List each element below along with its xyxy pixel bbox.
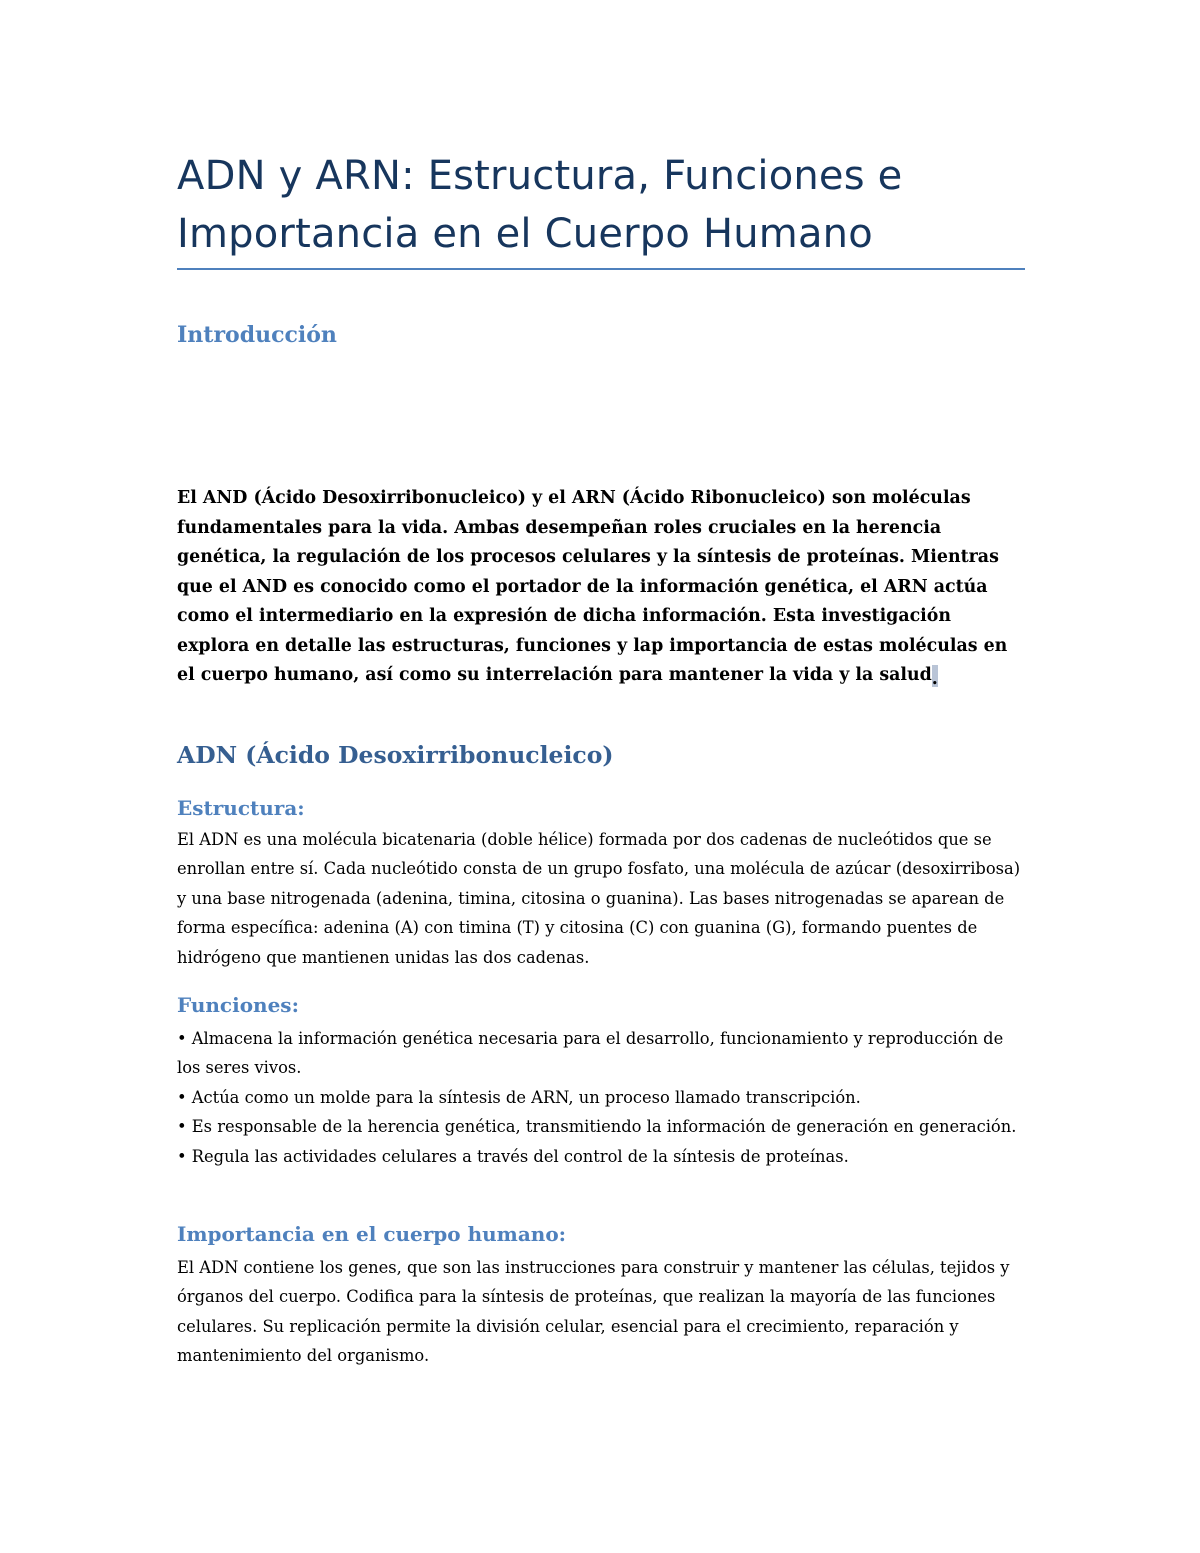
importancia-paragraph: El ADN contiene los genes, que son las instrucciones para construir y mantener las células, tejidos y órganos del cuerpo. Codifica para la síntesis de proteínas, que realizan la mayoría de las funciones celulares. Su replicación permite la división celular, esencial para el crecimiento, reparación y mantenimiento del organismo.: [177, 1258, 1010, 1366]
intro-paragraph-text: El AND (Ácido Desoxirribonucleico) y el ARN (Ácido Ribonucleico) son moléculas fundamentales para la vida. Ambas desempeñan roles cruciales en la herencia genética, la regulación de los procesos celulares y la síntesis de proteínas. Mientras que el AND es conocido como el portador de la información genética, el ARN actúa como el intermediario en la expresión de dicha información. Esta investigación explora en detalle las estructuras, funciones y lap importancia de estas moléculas en el cuerpo humano, así como su interrelación para mantener la vida y la salud: [177, 488, 1008, 685]
adn-section-heading: ADN (Ácido Desoxirribonucleico): [177, 741, 614, 769]
intro-paragraph[interactable]: [177, 484, 1025, 691]
document-page: [177, 0, 1025, 1553]
intro-heading: Introducción: [177, 322, 337, 348]
title-line-2: Importancia en el Cuerpo Humano: [177, 211, 873, 257]
funcion-item: • Es responsable de la herencia genética, transmitiendo la información de generación en generación.: [177, 1117, 1017, 1137]
estructura-heading: Estructura:: [177, 796, 305, 820]
funcion-item: • Actúa como un molde para la síntesis de ARN, un proceso llamado transcripción.: [177, 1087, 861, 1107]
estructura-paragraph: El ADN es una molécula bicatenaria (doble hélice) formada por dos cadenas de nucleótidos que se enrollan entre sí. Cada nucleótido consta de un grupo fosfato, una molécula de azúcar (desoxirribosa) y una base nitrogenada (adenina, timina, citosina o guanina). Las bases nitrogenadas se aparean de forma específica: adenina (A) con timina (T) y citosina (C) con guanina (G), formando puentes de hidrógeno que mantienen unidas las dos cadenas.: [177, 830, 1021, 967]
funciones-heading: Funciones:: [177, 993, 299, 1017]
importancia-heading: Importancia en el cuerpo humano:: [177, 1222, 567, 1246]
funcion-item: • Regula las actividades celulares a través del control de la síntesis de proteínas.: [177, 1146, 849, 1166]
title-line-1: ADN y ARN: Estructura, Funciones e: [177, 153, 903, 199]
funcion-item: • Almacena la información genética necesaria para el desarrollo, funcionamiento y reproducción de los seres vivos.: [177, 1029, 1004, 1078]
document-title: [177, 147, 1025, 263]
funciones-list: [177, 1024, 1025, 1171]
title-underline: [177, 268, 1025, 270]
text-selection-mark: .: [932, 665, 938, 687]
